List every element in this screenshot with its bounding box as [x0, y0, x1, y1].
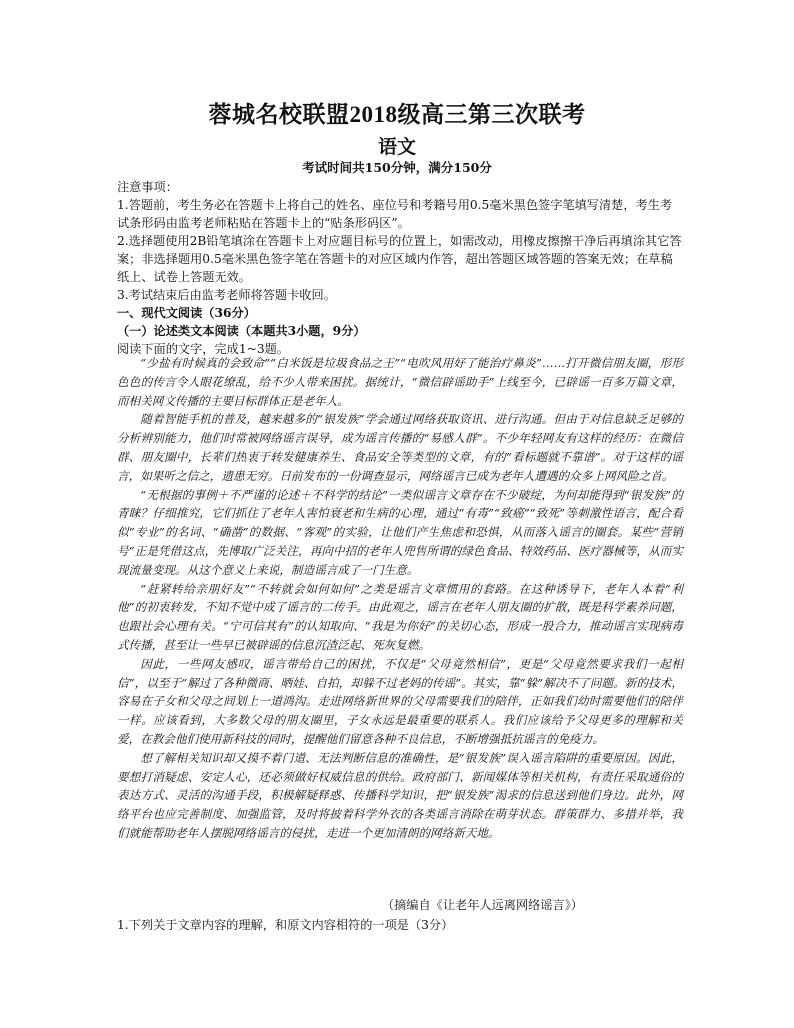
- section-title: 一、现代文阅读（36分）: [117, 306, 256, 320]
- article-paragraph: 因此，一些网友感叹，谣言带给自己的困扰，不仅是“父母竟然相信”，更是“父母竟然要求我们一起相信”，以至于“解过了各种微商、晒娃、自拍，却躲不过老妈的传谣”。其实，靠“躲”解决不了问题。新的技术，容易在子女和父母之间划上一道鸿沟。走进网络新世界的父母需要我们的陪伴，正如我们幼时需要他们的陪伴一样。应该看到，大多数父母的朋友圈里，子女永远是最重要的联系人。我们应该给予父母更多的理解和关爱，在教会他们使用新科技的同时，提醒他们留意各种不良信息，不断增强抵抗谣言的免疫力。: [117, 656, 683, 746]
- article-source: （摘编自《让老年人远离网络谣言》）: [381, 898, 583, 912]
- article-paragraph: “无根据的事例＋不严谨的论述＋不科学的结论”一类似谣言文章存在不少破绽，为何却能得到“银发族”的青睐？仔细推究，它们抓住了老年人害怕衰老和生病的心理，通过“有毒”“致癌”“致死”等刺激性语言，配合看似“专业”的名词、“确凿”的数据、“客观”的实验，让他们产生焦虑和恐惧，从而落入谣言的圈套。某些“营销号”正是凭借这点，先博取广泛关注，再向中招的老年人兜售所谓的绿色食品、特效药品、医疗器械等，从而实现流量变现。从这个意义上来说，制造谣言成了一门生意。: [117, 487, 683, 577]
- article-paragraph: “赶紧转给亲朋好友”“不转就会如何如何”之类是谣言文章惯用的套路。在这种诱导下，老年人本着“利他”的初衷转发，不知不觉中成了谣言的二传手。由此观之，谣言在老年人朋友圈的扩散，既是科学素养问题，也跟社会心理有关。“宁可信其有”的认知取向、“我是为你好”的关切心态，形成一股合力，推动谣言实现病毒式传播，甚至让一些早已被辟谣的信息沉渣泛起、死灰复燃。: [117, 581, 683, 652]
- section-header: [117, 304, 682, 358]
- note-item: 3.考试结束后由监考老师将答题卡收回。: [117, 288, 336, 302]
- notes-section: [117, 178, 682, 304]
- note-item: 2.选择题使用2B铅笔填涂在答题卡上对应题目标号的位置上，如需改动，用橡皮擦擦干净后再填涂其它答案；非选择题用0.5毫米黑色签字笔在答题卡的对应区域内作答，超出答题区域答题的答案无效；在草稿纸上、试卷上答题无效。: [117, 234, 682, 284]
- sub-section-title: （一）论述类文本阅读（本题共3小题，9分）: [117, 324, 366, 338]
- article-body: [117, 354, 683, 843]
- question-1: 1.下列关于文章内容的理解，和原文内容相符的一项是（3分）: [117, 918, 454, 932]
- exam-info: 考试时间共150分钟，满分150分: [302, 160, 492, 175]
- article-paragraph: 想了解相关知识却又摸不着门道、无法判断信息的准确性，是“银发族”误入谣言陷阱的重要原因。因此，要想打消疑虑、安定人心，还必须做好权威信息的供给。政府部门、新闻媒体等相关机构，有责任采取通俗的表达方式、灵活的沟通手段，积极解疑释惑、传播科学知识，把“银发族”渴求的信息送到他们身边。此外，网络平台也应完善制度、加强监管，及时将披着科学外衣的各类谣言消除在萌芽状态。群策群力、多措并举，我们就能帮助老年人摆脱网络谣言的侵扰，走进一个更加清朗的网络新天地。: [117, 750, 683, 840]
- subject-title: 语文: [377, 136, 416, 158]
- article-paragraph: 随着智能手机的普及，越来越多的“银发族”学会通过网络获取资讯、进行沟通。但由于对信息缺乏足够的分析辨别能力，他们时常被网络谣言误导，成为谣言传播的“易感人群”。不少年轻网友有这样的经历：在微信群、朋友圈中，长辈们热衷于转发健康养生、食品安全等类型的文章，有的“看标题就不靠谱”。对于这样的谣言，如果听之信之，遗患无穷。日前发布的一份调查显示，网络谣言已成为老年人遭遇的众多上网风险之首。: [117, 412, 683, 483]
- notes-heading: 注意事项：: [117, 180, 178, 194]
- exam-title: 蓉城名校联盟2018级高三第三次联考: [208, 102, 586, 127]
- reading-instruction: 阅读下面的文字，完成1~3题。: [117, 342, 289, 356]
- article-paragraph: “少盐有时候真的会致命”“白米饭是垃圾食品之王”“电吹风用好了能治疗鼻炎”……打开微信朋友圈，形形色色的传言令人眼花缭乱，给不少人带来困扰。据统计，“微信辟谣助手”上线至今，已辟谣一百多万篇文章，而相关网文传播的主要目标群体正是老年人。: [117, 356, 683, 408]
- note-item: 1.答题前，考生务必在答题卡上将自己的姓名、座位号和考籍号用0.5毫米黑色签字笔填写清楚，考生考试条形码由监考老师粘贴在答题卡上的“贴条形码区”。: [117, 198, 673, 230]
